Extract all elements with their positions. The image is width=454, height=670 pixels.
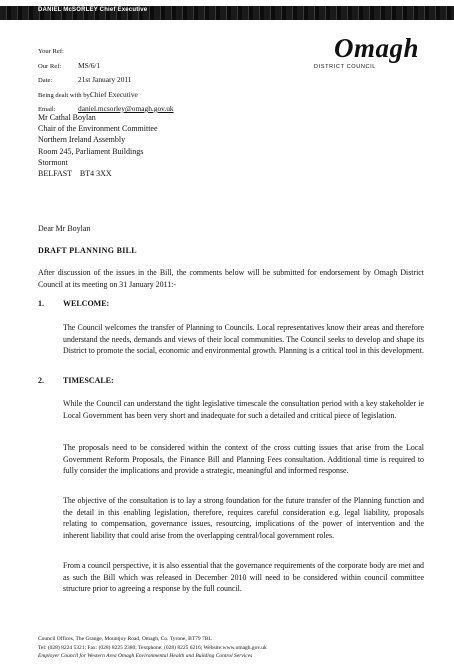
ref-label: Our Ref: <box>38 62 62 70</box>
addressee-block <box>38 112 158 179</box>
section-number: 2. <box>38 376 44 385</box>
ref-row-our-ref <box>38 59 174 74</box>
ref-label: Date: <box>38 77 53 84</box>
addressee-line: BELFAST BT4 3XX <box>38 169 112 179</box>
timescale-paragraph-4: From a council perspective, it is also essential that the governance requirements of the corporate body are met and as such the Bill which was released in December 2010 will need to be considered within council committee structure prior to agreeing a response by the full council. <box>63 561 424 593</box>
footer-contact: Tel: (028) 8224 5321; Fax: (028) 8225 2380; Textphone: (028) 8225 6216; Website:www.omagh.gov.uk <box>38 644 267 651</box>
intro-paragraph: After discussion of the issues in the Bill, the comments below will be submitted for endorsement by Omagh District Council at its meeting on 31 January 2011:- <box>38 268 424 289</box>
ref-value: MS/6/1 <box>78 60 101 70</box>
logo-subtitle: DISTRICT COUNCIL <box>314 64 377 70</box>
addressee-line: Chair of the Environment Committee <box>38 124 158 134</box>
ref-label: Email: <box>38 106 56 113</box>
section-heading-timescale <box>38 376 114 385</box>
council-logo <box>306 33 418 79</box>
section-title: TIMESCALE: <box>63 376 114 385</box>
addressee-line: Room 245, Parliament Buildings <box>38 146 144 156</box>
section-number: 1. <box>38 299 44 308</box>
addressee-line: Northern Ireland Assembly <box>38 135 126 145</box>
ref-value: Chief Executive <box>90 89 138 99</box>
section-title: WELCOME: <box>63 299 110 308</box>
ref-row-your-ref <box>38 44 174 59</box>
reference-block <box>38 44 174 117</box>
banner-text: DANIEL McSORLEY Chief Executive <box>38 7 148 13</box>
addressee-line: Mr Cathal Boylan <box>38 113 96 122</box>
addressee-line: Stormont <box>38 157 68 167</box>
footer-address: Council Offices, The Grange, Mountjoy Road, Omagh, Co. Tyrone, BT79 7BL <box>38 636 212 642</box>
ref-row-dealt-with-by <box>38 88 174 103</box>
welcome-paragraph: The Council welcomes the transfer of Planning to Councils. Local representatives know their areas and therefore understand the needs, demands and views of their local communities. The Council seeks to develop and shape its District to promote the social, economic and environmental growth. Planning is a critical tool in this development. <box>63 323 424 355</box>
timescale-paragraph-1: While the Council can understand the tight legislative timescale the consultation period with a key stakeholder ie Local Government has been very short and inadequate for such a detailed and critical piece of legislation. <box>63 399 424 420</box>
ref-row-date <box>38 73 174 88</box>
salutation: Dear Mr Boylan <box>38 224 91 233</box>
timescale-paragraph-2: The proposals need to be considered within the context of the cross cutting issues that arise from the Local Government Reform Proposals, the Finance Bill and Planning Fees consultation. Additional time is required to fully consider the implications and provide a strategic, meaningful and informed response. <box>63 443 424 475</box>
letter-title: DRAFT PLANNING BILL <box>38 246 137 255</box>
ref-label: Your Ref: <box>38 48 64 55</box>
ref-label: Being dealt with by: <box>38 91 92 99</box>
timescale-paragraph-3: The objective of the consultation is to lay a strong foundation for the future transfer of the Planning function and the detail in this enabling legislation, therefore, requires careful consideration e.g. legal liability, proposals relating to compensation, governance issues, resourcing, implications of the power of intervention and the inherent liability that could arise from the overlapping central/local government roles. <box>63 496 424 540</box>
footer <box>38 635 267 661</box>
ref-value-email: daniel.mcsorley@omagh.gov.uk <box>78 104 174 113</box>
footer-services: Employer Council for Western Area Omagh Environmental Health and Building Control Services <box>38 653 253 659</box>
logo-wordmark: Omagh <box>334 33 420 63</box>
header-banner <box>0 6 454 20</box>
ref-value: 21st January 2011 <box>78 75 132 84</box>
section-heading-welcome <box>38 299 109 308</box>
